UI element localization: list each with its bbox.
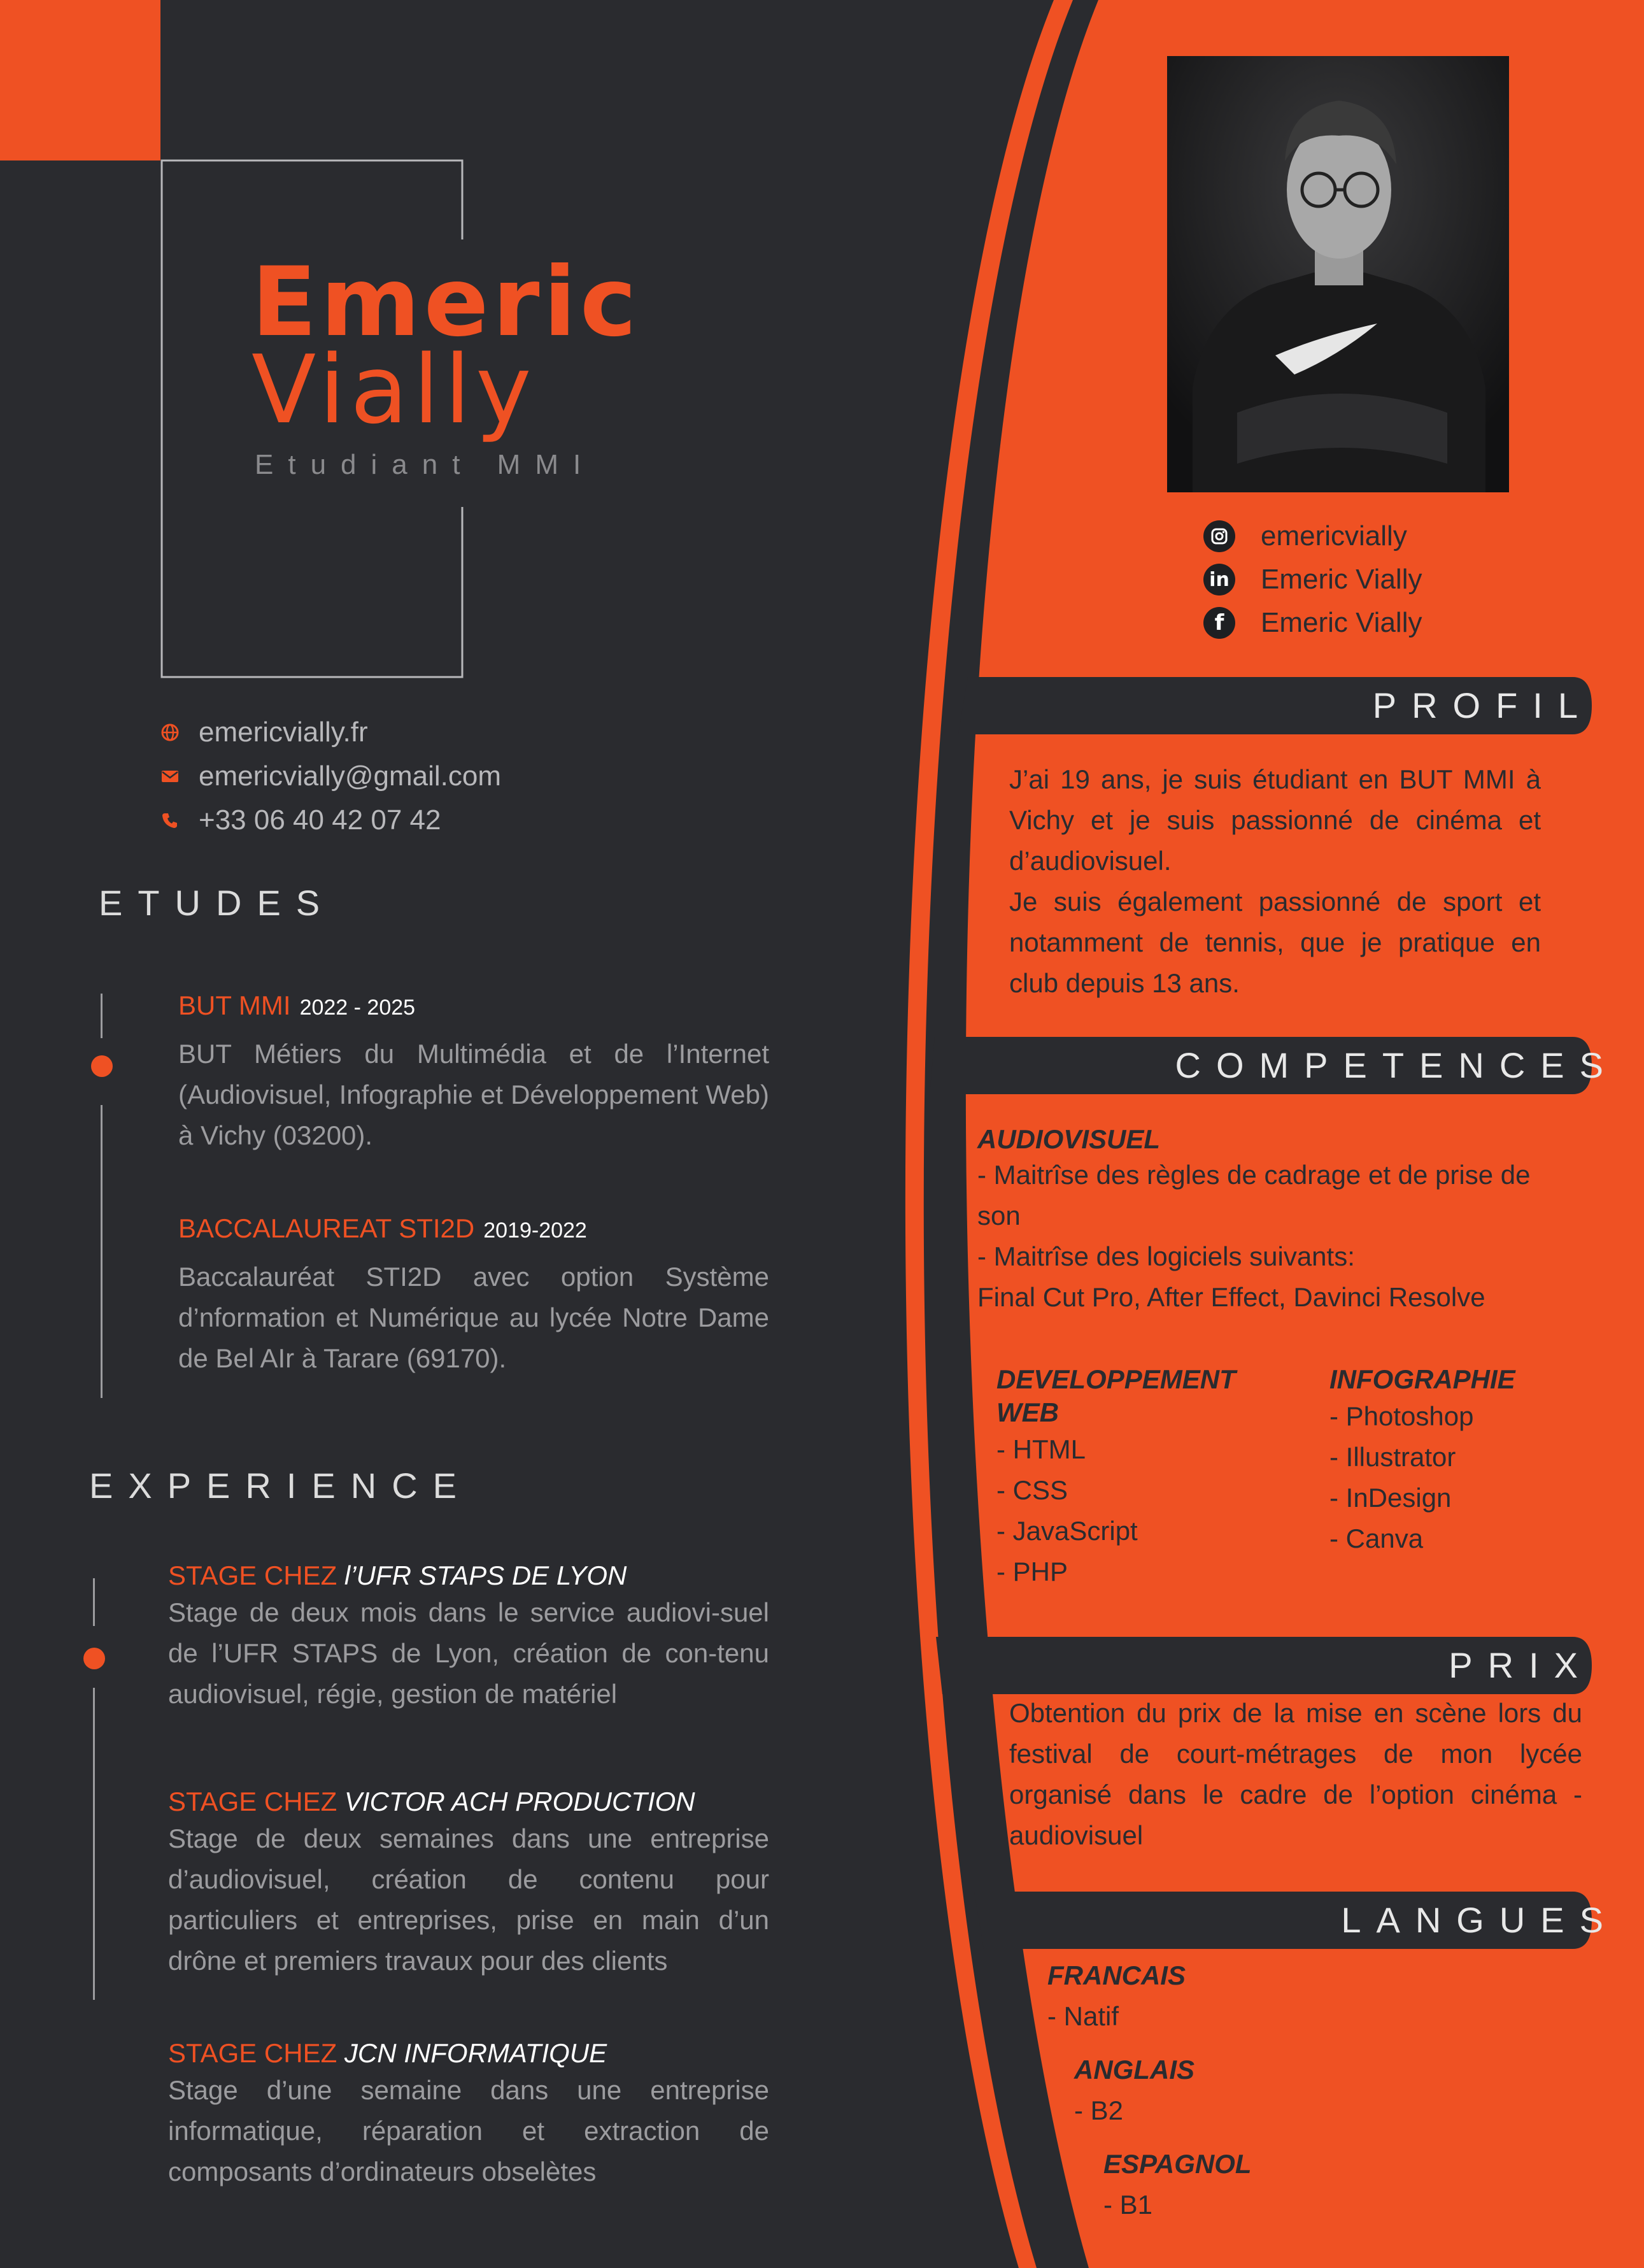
experience-timeline-top: [93, 1578, 95, 1626]
etudes-entry-2: [178, 1213, 769, 1379]
competences-infographie: [1329, 1363, 1571, 1559]
experience-entry-2: [168, 1787, 769, 1981]
experience-description: Stage de deux mois dans le service audiovi-suel de l’UFR STAPS de Lyon, création de con-tenu audiovisuel, régie, gestion de matériel: [168, 1597, 769, 1709]
etudes-description: BUT Métiers du Multimédia et de l’Internet (Audiovisuel, Infographie et Développement Web) à Vichy (03200).: [178, 1039, 769, 1150]
experience-prefix: STAGE CHEZ: [168, 1787, 337, 1816]
social-linkedin[interactable]: [1203, 558, 1422, 601]
langue-name: FRANCAIS: [1047, 1960, 1186, 1990]
experience-prefix: STAGE CHEZ: [168, 1560, 337, 1590]
last-name: Vially: [252, 335, 537, 445]
profile-photo: [1167, 56, 1509, 492]
first-name: Emeric: [252, 247, 641, 358]
etudes-timeline-top: [101, 994, 103, 1038]
experience-description: Stage d’une semaine dans une entreprise informatique, réparation et extraction de composants d’ordinateurs obselètes: [168, 2075, 769, 2186]
facebook-icon: f: [1203, 607, 1235, 639]
etudes-date: 2022 - 2025: [299, 995, 416, 1020]
experience-company: JCN INFORMATIQUE: [344, 2038, 607, 2068]
web-item: - HTML: [996, 1434, 1086, 1464]
competences-title: COMPETENCES: [1175, 1045, 1619, 1085]
infographie-item: - InDesign: [1329, 1483, 1452, 1513]
experience-entry-3: [168, 2038, 769, 2192]
contact-phone[interactable]: [160, 798, 501, 842]
langue-anglais: [1074, 2050, 1194, 2131]
social-instagram[interactable]: [1203, 515, 1422, 558]
infographie-item: - Photoshop: [1329, 1401, 1474, 1431]
audiovisuel-line: - Maitrîse des règles de cadrage et de prise de son: [977, 1160, 1531, 1230]
experience-company: l’UFR STAPS DE LYON: [344, 1560, 627, 1590]
competences-audiovisuel: [977, 1124, 1570, 1318]
contact-email-label: emericvially@gmail.com: [199, 760, 501, 792]
langue-name: ANGLAIS: [1074, 2055, 1194, 2085]
experience-company: VICTOR ACH PRODUCTION: [344, 1787, 695, 1816]
person-silhouette-icon: [1167, 56, 1509, 492]
audiovisuel-heading: AUDIOVISUEL: [977, 1124, 1161, 1154]
web-item: - JavaScript: [996, 1516, 1138, 1546]
profil-title: PROFIL: [1372, 685, 1593, 725]
etudes-date: 2019-2022: [483, 1218, 587, 1243]
etudes-description: Baccalauréat STI2D avec option Système d’nformation et Numérique au lycée Notre Dame de Bel AIr à Tarare (69170).: [178, 1262, 769, 1373]
profil-section: [1009, 759, 1541, 1004]
linkedin-icon: in: [1203, 564, 1235, 596]
experience-title: EXPERIENCE: [89, 1466, 472, 1506]
etudes-timeline-bottom: [101, 1105, 103, 1398]
etudes-degree: BACCALAUREAT STI2D: [178, 1213, 475, 1243]
langues-title: LANGUES: [1341, 1900, 1619, 1940]
contact-website-label: emericvially.fr: [199, 716, 368, 748]
social-linkedin-label: Emeric Vially: [1261, 564, 1422, 595]
job-title: Etudiant MMI: [255, 449, 596, 480]
contact-website[interactable]: [160, 710, 501, 754]
web-heading: DEVELOPPEMENT WEB: [996, 1364, 1236, 1427]
langue-level: - B1: [1103, 2190, 1153, 2220]
experience-entry-1: [168, 1560, 769, 1715]
experience-timeline-bottom: [93, 1688, 95, 2000]
infographie-heading: INFOGRAPHIE: [1329, 1364, 1515, 1394]
social-links: [1203, 515, 1422, 645]
corner-accent-square: [0, 0, 160, 160]
social-facebook-label: Emeric Vially: [1261, 607, 1422, 638]
langue-level: - Natif: [1047, 2001, 1119, 2031]
contact-email[interactable]: [160, 754, 501, 798]
competences-web: [996, 1363, 1270, 1592]
etudes-degree: BUT MMI: [178, 990, 291, 1020]
globe-icon: [160, 723, 180, 742]
etudes-title: ETUDES: [99, 883, 336, 923]
langue-level: - B2: [1074, 2095, 1124, 2125]
infographie-item: - Canva: [1329, 1523, 1424, 1553]
etudes-entry-1: [178, 990, 769, 1156]
web-item: - PHP: [996, 1557, 1068, 1587]
experience-description: Stage de deux semaines dans une entreprise d’audiovisuel, création de contenu pour particuliers et entreprises, prise en main d’un drône et premiers travaux pour des clients: [168, 1823, 769, 1976]
mail-icon: [160, 767, 180, 786]
web-item: - CSS: [996, 1475, 1068, 1505]
profil-text: J’ai 19 ans, je suis étudiant en BUT MMI à Vichy et je suis passionné de cinéma et d’audiovisuel.: [1009, 764, 1541, 876]
contact-list: [160, 710, 501, 842]
audiovisuel-line: Final Cut Pro, After Effect, Davinci Resolve: [977, 1282, 1485, 1312]
contact-phone-label: +33 06 40 42 07 42: [199, 804, 441, 836]
prix-title: PRIX: [1449, 1645, 1593, 1685]
profil-text-2: Je suis également passionné de sport et notamment de tennis, que je pratique en club depuis 13 ans.: [1009, 887, 1541, 998]
infographie-item: - Illustrator: [1329, 1442, 1456, 1472]
social-instagram-label: emericvially: [1261, 520, 1407, 552]
instagram-icon: [1203, 520, 1235, 552]
experience-prefix: STAGE CHEZ: [168, 2038, 337, 2068]
langue-espagnol: [1103, 2144, 1252, 2225]
audiovisuel-line: - Maitrîse des logiciels suivants:: [977, 1241, 1355, 1271]
langue-francais: [1047, 1955, 1186, 2037]
phone-icon: [160, 811, 180, 830]
experience-timeline-dot: [83, 1648, 105, 1669]
etudes-timeline-dot: [91, 1055, 113, 1077]
langue-name: ESPAGNOL: [1103, 2149, 1252, 2179]
social-facebook[interactable]: [1203, 601, 1422, 645]
prix-text: Obtention du prix de la mise en scène lors du festival de court-métrages de mon lycée organisé dans le cadre de l’option cinéma - audiovisuel: [1009, 1698, 1582, 1850]
